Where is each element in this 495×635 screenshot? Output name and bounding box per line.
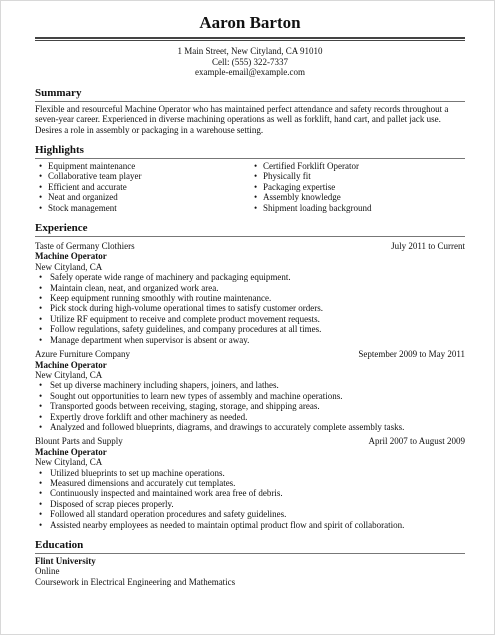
list-item: • Followed all standard operation procedures and safety guidelines. [35, 509, 465, 519]
job-location: New Cityland, CA [35, 457, 103, 468]
job-company: Azure Furniture Company [35, 349, 130, 360]
list-item: • Maintain clean, neat, and organized work area. [35, 283, 465, 293]
experience-heading: Experience [35, 222, 88, 235]
email: example-email@example.com [195, 67, 305, 78]
list-item: • Equipment maintenance [35, 161, 250, 171]
summary-text: Flexible and resourceful Machine Operator who has maintained perfect attendance and safety records throughout a seven-year career. Experienced in diverse machining operations as well as forklift, hand cart, and pallet jack use. Desires a role in assembly or packaging in a warehouse setting. [35, 103, 449, 135]
list-item: • Collaborative team player [35, 171, 250, 181]
job-bullets [35, 272, 465, 345]
job-dates: September 2009 to May 2011 [358, 349, 465, 360]
education-school: Flint University [35, 556, 96, 566]
job-company: Taste of Germany Clothiers [35, 241, 135, 252]
summary-heading: Summary [35, 86, 82, 99]
education-heading: Education [35, 539, 84, 551]
header-rule-thin [35, 40, 465, 41]
list-item: • Sought out opportunities to learn new types of assembly and machine operations. [35, 391, 465, 401]
job-header [35, 241, 465, 251]
education-rule [35, 553, 465, 554]
list-item: • Analyzed and followed blueprints, diagrams, and drawings to accurately complete assembly tasks. [35, 422, 465, 432]
phone: Cell: (555) 322-7337 [212, 56, 288, 67]
job-location: New Cityland, CA [35, 369, 103, 380]
list-item: • Shipment loading background [250, 203, 465, 213]
highlights-right-list [250, 161, 465, 213]
resume-page [35, 13, 465, 587]
list-item: • Efficient and accurate [35, 182, 250, 192]
list-item: • Transported goods between receiving, staging, storage, and shipping areas. [35, 401, 465, 411]
highlights-grid [35, 161, 465, 213]
list-item: • Certified Forklift Operator [250, 161, 465, 171]
list-item: • Assisted nearby employees as needed to maintain optimal product flow and spirit of collaboration. [35, 520, 465, 530]
job-dates: April 2007 to August 2009 [368, 436, 465, 447]
list-item: • Utilize RF equipment to receive and complete product movement requests. [35, 314, 465, 324]
list-item: • Follow regulations, safety guidelines, and company procedures at all times. [35, 324, 465, 334]
job-entry [35, 349, 465, 432]
list-item: • Pick stock during high-volume operational times to satisfy customer orders. [35, 303, 465, 313]
address: 1 Main Street, New Cityland, CA 91010 [177, 46, 323, 56]
job-header [35, 349, 465, 359]
job-dates: July 2011 to Current [391, 241, 465, 252]
job-location: New Cityland, CA [35, 261, 103, 272]
job-title: Machine Operator [35, 446, 107, 457]
list-item: • Neat and organized [35, 192, 250, 202]
job-header [35, 436, 465, 446]
job-bullets [35, 380, 465, 432]
list-item: • Physically fit [250, 171, 465, 181]
experience-rule [35, 236, 465, 237]
list-item: • Packaging expertise [250, 182, 465, 192]
header-rule-thick [35, 37, 465, 39]
job-entry [35, 436, 465, 530]
candidate-name: Aaron Barton [199, 13, 301, 32]
list-item: • Utilized blueprints to set up machine operations. [35, 468, 465, 478]
job-company: Blount Parts and Supply [35, 436, 123, 447]
job-title: Machine Operator [35, 251, 107, 262]
job-bullets [35, 468, 465, 530]
education-detail: Coursework in Electrical Engineering and Mathematics [35, 576, 236, 587]
job-entry [35, 241, 465, 345]
summary-rule [35, 101, 465, 102]
list-item: • Expertly drove forklift and other machinery as needed. [35, 412, 465, 422]
job-title: Machine Operator [35, 359, 107, 370]
list-item: • Keep equipment running smoothly with routine maintenance. [35, 293, 465, 303]
list-item: • Manage department when supervisor is absent or away. [35, 335, 465, 345]
list-item: • Set up diverse machinery including shapers, joiners, and lathes. [35, 380, 465, 390]
list-item: • Stock management [35, 203, 250, 213]
list-item: • Measured dimensions and accurately cut templates. [35, 478, 465, 488]
highlights-rule [35, 158, 465, 159]
list-item: • Safely operate wide range of machinery and packaging equipment. [35, 272, 465, 282]
list-item: • Assembly knowledge [250, 192, 465, 202]
highlights-left-list [35, 161, 250, 213]
education-location: Online [35, 566, 60, 577]
list-item: • Continuously inspected and maintained work area free of debris. [35, 488, 465, 498]
highlights-heading: Highlights [35, 144, 84, 156]
contact-info [35, 46, 465, 78]
list-item: • Disposed of scrap pieces properly. [35, 499, 465, 509]
